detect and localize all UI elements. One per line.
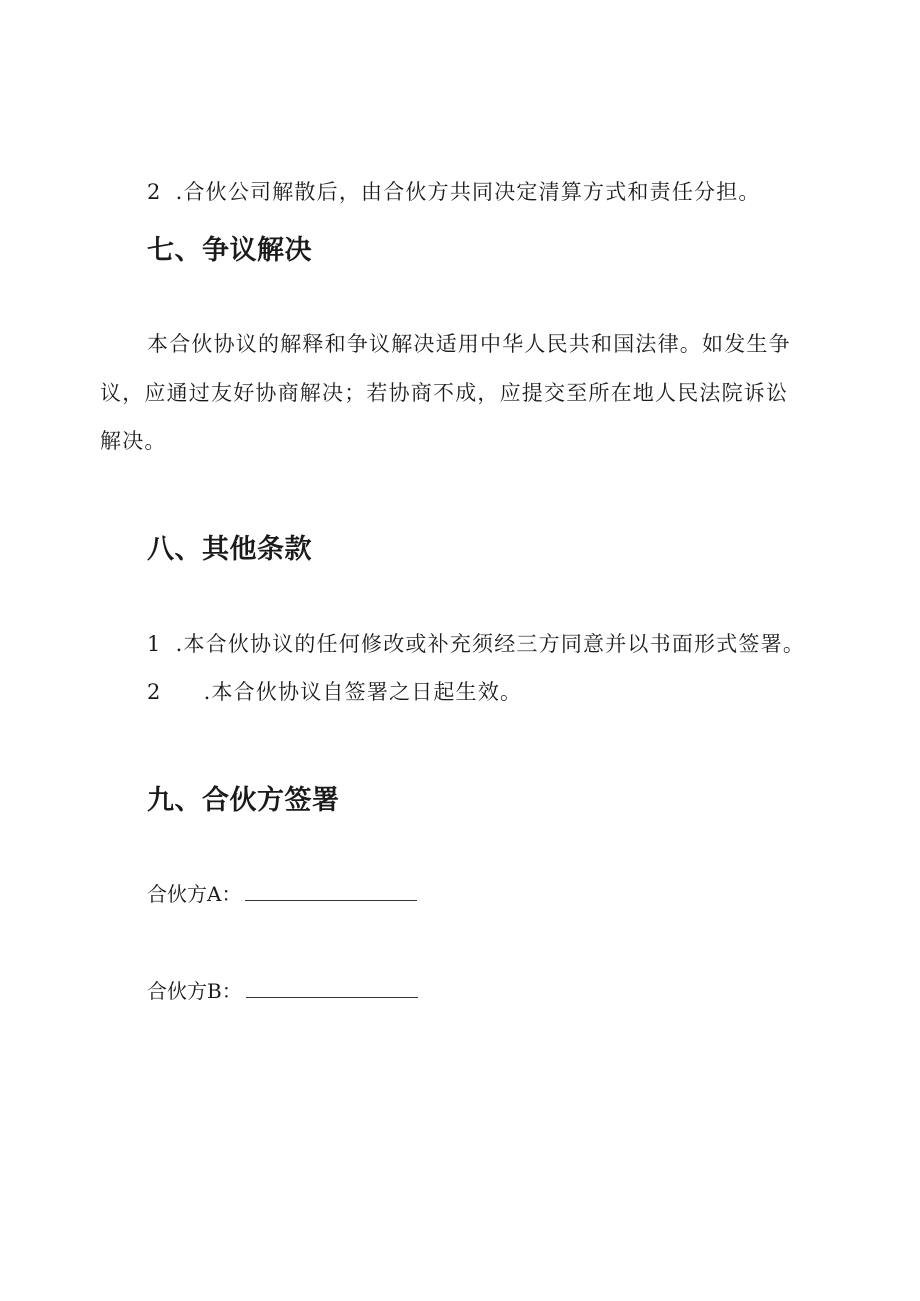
section7-para-line3: 解决。 <box>100 429 167 453</box>
section6-item2 <box>147 178 761 206</box>
party-b-signature-row <box>147 977 418 1005</box>
item-text: .本合伙协议自签署之日起生效。 <box>203 680 523 704</box>
section7-para-line2: 议，应通过友好协商解决；若协商不成，应提交至所在地人民法院诉讼 <box>100 381 789 405</box>
item-number: 2 <box>147 680 162 704</box>
party-b-signature-line[interactable] <box>246 979 418 998</box>
section8-heading: 八、其他条款 <box>147 534 312 565</box>
party-b-label: 合伙方B： <box>147 979 242 1003</box>
party-a-signature-row <box>147 880 417 908</box>
section7-heading: 七、争议解决 <box>147 235 312 266</box>
party-a-signature-line[interactable] <box>245 882 417 901</box>
section7-para-line1: 本合伙协议的解释和争议解决适用中华人民共和国法律。如发生争 <box>147 332 791 356</box>
section9-heading: 九、合伙方签署 <box>147 785 340 816</box>
item-text: .本合伙协议的任何修改或补充须经三方同意并以书面形式签署。 <box>175 632 806 656</box>
section8-item2 <box>147 678 522 706</box>
item-number: 1 <box>147 632 162 656</box>
item-text: .合伙公司解散后，由合伙方共同决定清算方式和责任分担。 <box>175 180 761 204</box>
party-a-label: 合伙方A： <box>147 882 242 906</box>
item-number: 2 <box>147 180 162 204</box>
section8-item1 <box>147 630 805 658</box>
